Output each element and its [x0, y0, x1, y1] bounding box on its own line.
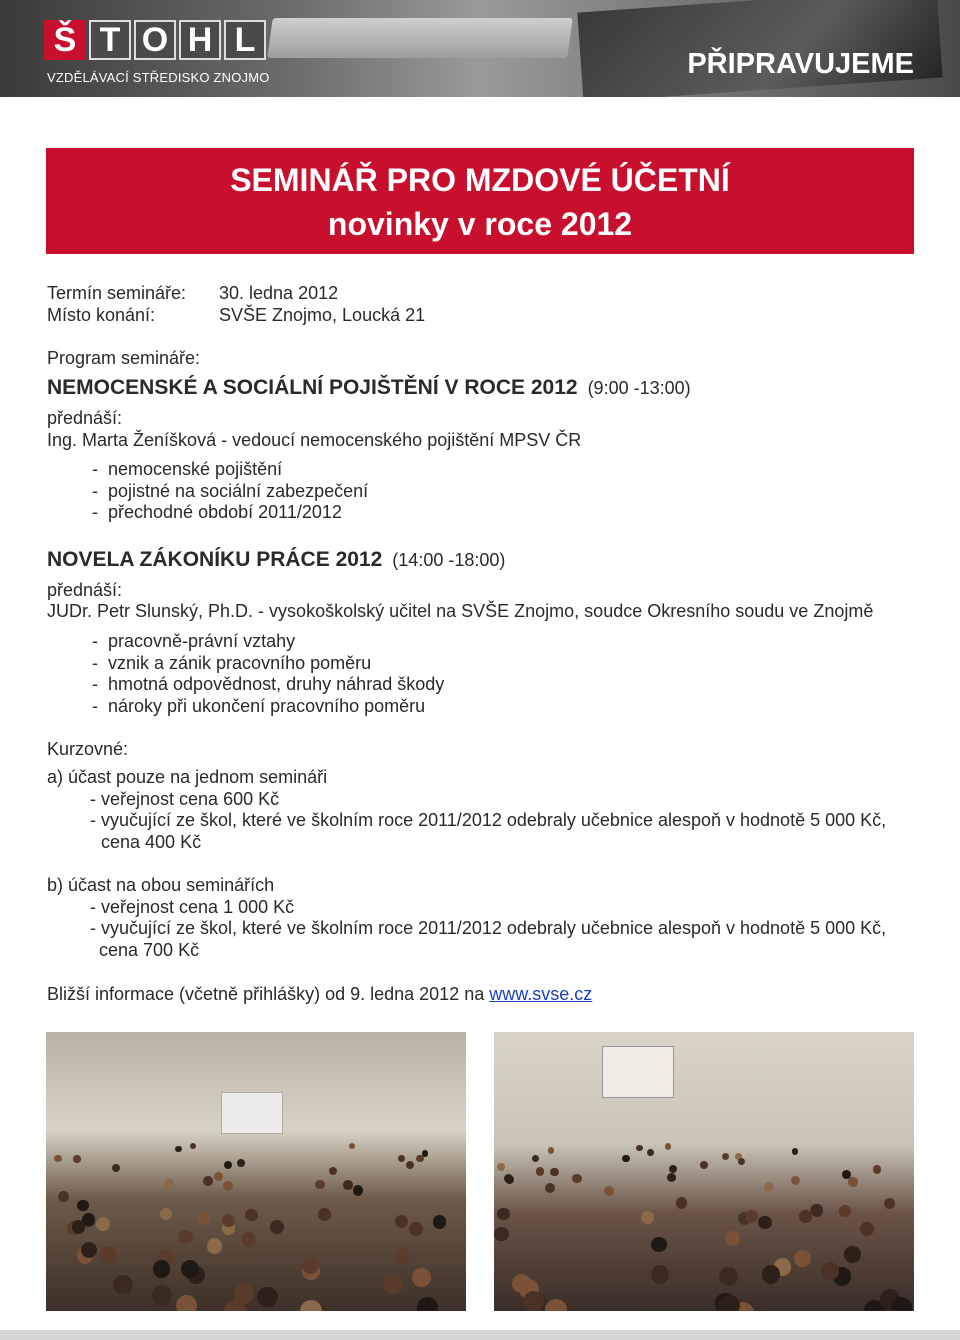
- audience-member: [821, 1262, 839, 1280]
- website-link[interactable]: www.svse.cz: [489, 984, 593, 1004]
- audience-member: [394, 1248, 411, 1265]
- seminar-photo-left: [46, 1032, 466, 1311]
- audience-member: [315, 1180, 325, 1190]
- logo-subtitle: VZDĚLÁVACÍ STŘEDISKO ZNOJMO: [47, 70, 270, 85]
- list-item: - pracovně-právní vztahy: [92, 631, 296, 651]
- logo-letter: H: [179, 20, 221, 60]
- preparing-label: PŘIPRAVUJEME: [687, 48, 914, 80]
- section-title-text: NEMOCENSKÉ A SOCIÁLNÍ POJIŠTĚNÍ V ROCE 2012: [47, 376, 578, 399]
- audience-member: [738, 1158, 746, 1166]
- program-label: Program semináře:: [47, 348, 201, 368]
- audience-member: [96, 1217, 110, 1231]
- place-label: Místo konání:: [47, 305, 156, 325]
- list-item: - hmotná odpovědnost, druhy náhrad škody: [92, 674, 445, 694]
- lecturer-label: přednáší:: [47, 408, 123, 428]
- logo-letter: L: [224, 20, 266, 60]
- section-time: (9:00 -13:00): [587, 378, 691, 398]
- audience-member: [764, 1182, 774, 1192]
- audience-member: [725, 1231, 740, 1246]
- date-value: 30. ledna 2012: [219, 283, 339, 303]
- audience-member: [349, 1143, 355, 1149]
- section-time: (14:00 -18:00): [392, 550, 506, 570]
- audience-member: [641, 1211, 654, 1224]
- audience-member: [112, 1164, 120, 1172]
- audience-member: [884, 1198, 896, 1210]
- audience-member: [318, 1208, 331, 1221]
- audience-member: [718, 1295, 739, 1311]
- list-item: - nároky při ukončení pracovního poměru: [92, 696, 426, 716]
- section-title-text: NOVELA ZÁKONÍKU PRÁCE 2012: [47, 548, 383, 571]
- audience-member: [545, 1299, 567, 1311]
- audience-member: [398, 1155, 405, 1162]
- logo-letter: T: [89, 20, 131, 60]
- audience-member: [762, 1265, 780, 1283]
- audience-member: [665, 1143, 671, 1149]
- audience-member: [722, 1153, 729, 1160]
- fee-a-teachers-price: cena 400 Kč: [101, 832, 202, 852]
- audience-member: [113, 1275, 132, 1294]
- audience-member: [77, 1200, 89, 1212]
- audience-member: [523, 1291, 544, 1311]
- list-item: - přechodné období 2011/2012: [92, 502, 342, 522]
- date-label: Termín semináře:: [47, 283, 187, 303]
- fee-a-public: - veřejnost cena 600 Kč: [90, 789, 280, 809]
- audience-member: [73, 1155, 80, 1162]
- whiteboard-shape: [221, 1092, 283, 1134]
- audience-member: [669, 1165, 677, 1173]
- header-device-image: [267, 18, 573, 58]
- list-item: - vznik a zánik pracovního poměru: [92, 653, 372, 673]
- audience-member: [550, 1168, 559, 1177]
- seminar-photo-right: [494, 1032, 914, 1311]
- audience-member: [811, 1204, 823, 1216]
- stohl-logo: [44, 20, 266, 60]
- audience-member: [343, 1180, 353, 1190]
- logo-letter: Š: [44, 20, 86, 60]
- lecturer-name: Ing. Marta Ženíšková - vedoucí nemocenského pojištění MPSV ČR: [47, 430, 582, 450]
- audience-member: [497, 1208, 510, 1221]
- audience-member: [860, 1222, 874, 1236]
- audience-member: [245, 1209, 258, 1222]
- audience-member: [100, 1246, 116, 1262]
- audience-member: [207, 1238, 223, 1254]
- audience-member: [241, 1232, 256, 1247]
- projection-screen-shape: [602, 1046, 674, 1098]
- audience-member: [58, 1191, 69, 1202]
- audience-member: [406, 1161, 414, 1169]
- audience-member: [545, 1183, 555, 1193]
- fee-b-public: - veřejnost cena 1 000 Kč: [90, 897, 295, 917]
- audience-member: [190, 1143, 196, 1149]
- audience-member: [667, 1173, 676, 1182]
- audience-member: [848, 1177, 858, 1187]
- fee-b-teachers-price: cena 700 Kč: [99, 940, 200, 960]
- more-info: [47, 984, 592, 1005]
- audience-member: [223, 1181, 233, 1191]
- audience-member: [433, 1215, 446, 1228]
- audience-member: [383, 1275, 402, 1294]
- audience-member: [497, 1163, 505, 1171]
- audience-member: [175, 1146, 181, 1152]
- more-info-text: Bližší informace (včetně přihlášky) od 9. ledna 2012 na: [47, 984, 485, 1004]
- audience-member: [412, 1268, 431, 1287]
- place-value: SVŠE Znojmo, Loucká 21: [219, 305, 426, 325]
- audience-member: [197, 1212, 210, 1225]
- audience-member: [844, 1246, 860, 1262]
- audience-member: [839, 1205, 851, 1217]
- audience-member: [745, 1210, 758, 1223]
- audience-member: [72, 1220, 86, 1234]
- audience-member: [234, 1283, 254, 1303]
- audience-member: [237, 1159, 245, 1167]
- list-item: - pojistné na sociální zabezpečení: [92, 481, 369, 501]
- seminar-subtitle: novinky v roce 2012: [327, 206, 633, 242]
- audience-member: [257, 1287, 277, 1307]
- logo-letter: O: [134, 20, 176, 60]
- audience-member: [794, 1250, 811, 1267]
- audience-member: [203, 1176, 212, 1185]
- audience-member: [792, 1148, 799, 1155]
- fee-option-b: b) účast na obou seminářích: [47, 875, 275, 895]
- audience-member: [758, 1216, 771, 1229]
- audience-member: [181, 1260, 199, 1278]
- audience-member: [214, 1172, 223, 1181]
- audience-member: [548, 1147, 555, 1154]
- audience-member: [176, 1295, 197, 1311]
- audience-member: [409, 1222, 423, 1236]
- lecturer-label: přednáší:: [47, 580, 123, 600]
- audience-member: [891, 1297, 912, 1311]
- audience-member: [416, 1155, 423, 1162]
- seminar-title: SEMINÁŘ PRO MZDOVÉ ÚČETNÍ: [230, 162, 730, 198]
- audience-member: [164, 1179, 174, 1189]
- audience-member: [300, 1300, 322, 1311]
- section-title-labor-code: [47, 548, 505, 572]
- audience-member: [719, 1267, 738, 1286]
- fees-label: Kurzovné:: [47, 739, 129, 759]
- header-band: [0, 0, 960, 97]
- audience-member: [647, 1149, 654, 1156]
- audience-member: [622, 1155, 629, 1162]
- fee-b-teachers: - vyučující ze škol, které ve školním roce 2011/2012 odebraly učebnice alespoň v hodnotě 5 000 Kč,: [90, 918, 887, 938]
- audience-member: [81, 1242, 97, 1258]
- audience-member: [676, 1197, 688, 1209]
- audience-member: [636, 1145, 642, 1151]
- audience-member: [160, 1208, 173, 1221]
- audience-member: [532, 1155, 539, 1162]
- audience-member: [417, 1297, 438, 1311]
- audience-member: [270, 1220, 284, 1234]
- audience-member: [873, 1165, 881, 1173]
- audience-member: [651, 1237, 666, 1252]
- audience-member: [536, 1167, 545, 1176]
- audience-member: [791, 1176, 800, 1185]
- audience-member: [395, 1215, 408, 1228]
- audience-member: [353, 1185, 363, 1195]
- list-item: - nemocenské pojištění: [92, 459, 283, 479]
- audience-member: [700, 1161, 708, 1169]
- audience-member: [54, 1155, 61, 1162]
- audience-member: [494, 1227, 508, 1241]
- audience-member: [604, 1186, 614, 1196]
- audience-member: [152, 1285, 172, 1305]
- section-title-sick-insurance: [47, 376, 691, 400]
- audience-member: [504, 1174, 513, 1183]
- audience-member: [572, 1174, 581, 1183]
- title-banner: [46, 148, 914, 254]
- audience-member: [224, 1161, 232, 1169]
- lecturer-name: JUDr. Petr Slunský, Ph.D. - vysokoškolský učitel na SVŠE Znojmo, soudce Okresního soudu ve Znojmě: [47, 601, 874, 621]
- audience-member: [329, 1167, 337, 1175]
- audience-member: [178, 1230, 193, 1245]
- fee-option-a: a) účast pouze na jednom semináři: [47, 767, 328, 787]
- audience-member: [153, 1260, 171, 1278]
- bottom-bar: [0, 1330, 960, 1340]
- fee-a-teachers: - vyučující ze škol, které ve školním roce 2011/2012 odebraly učebnice alespoň v hodnotě 5 000 Kč,: [90, 810, 887, 830]
- audience-member: [651, 1265, 669, 1283]
